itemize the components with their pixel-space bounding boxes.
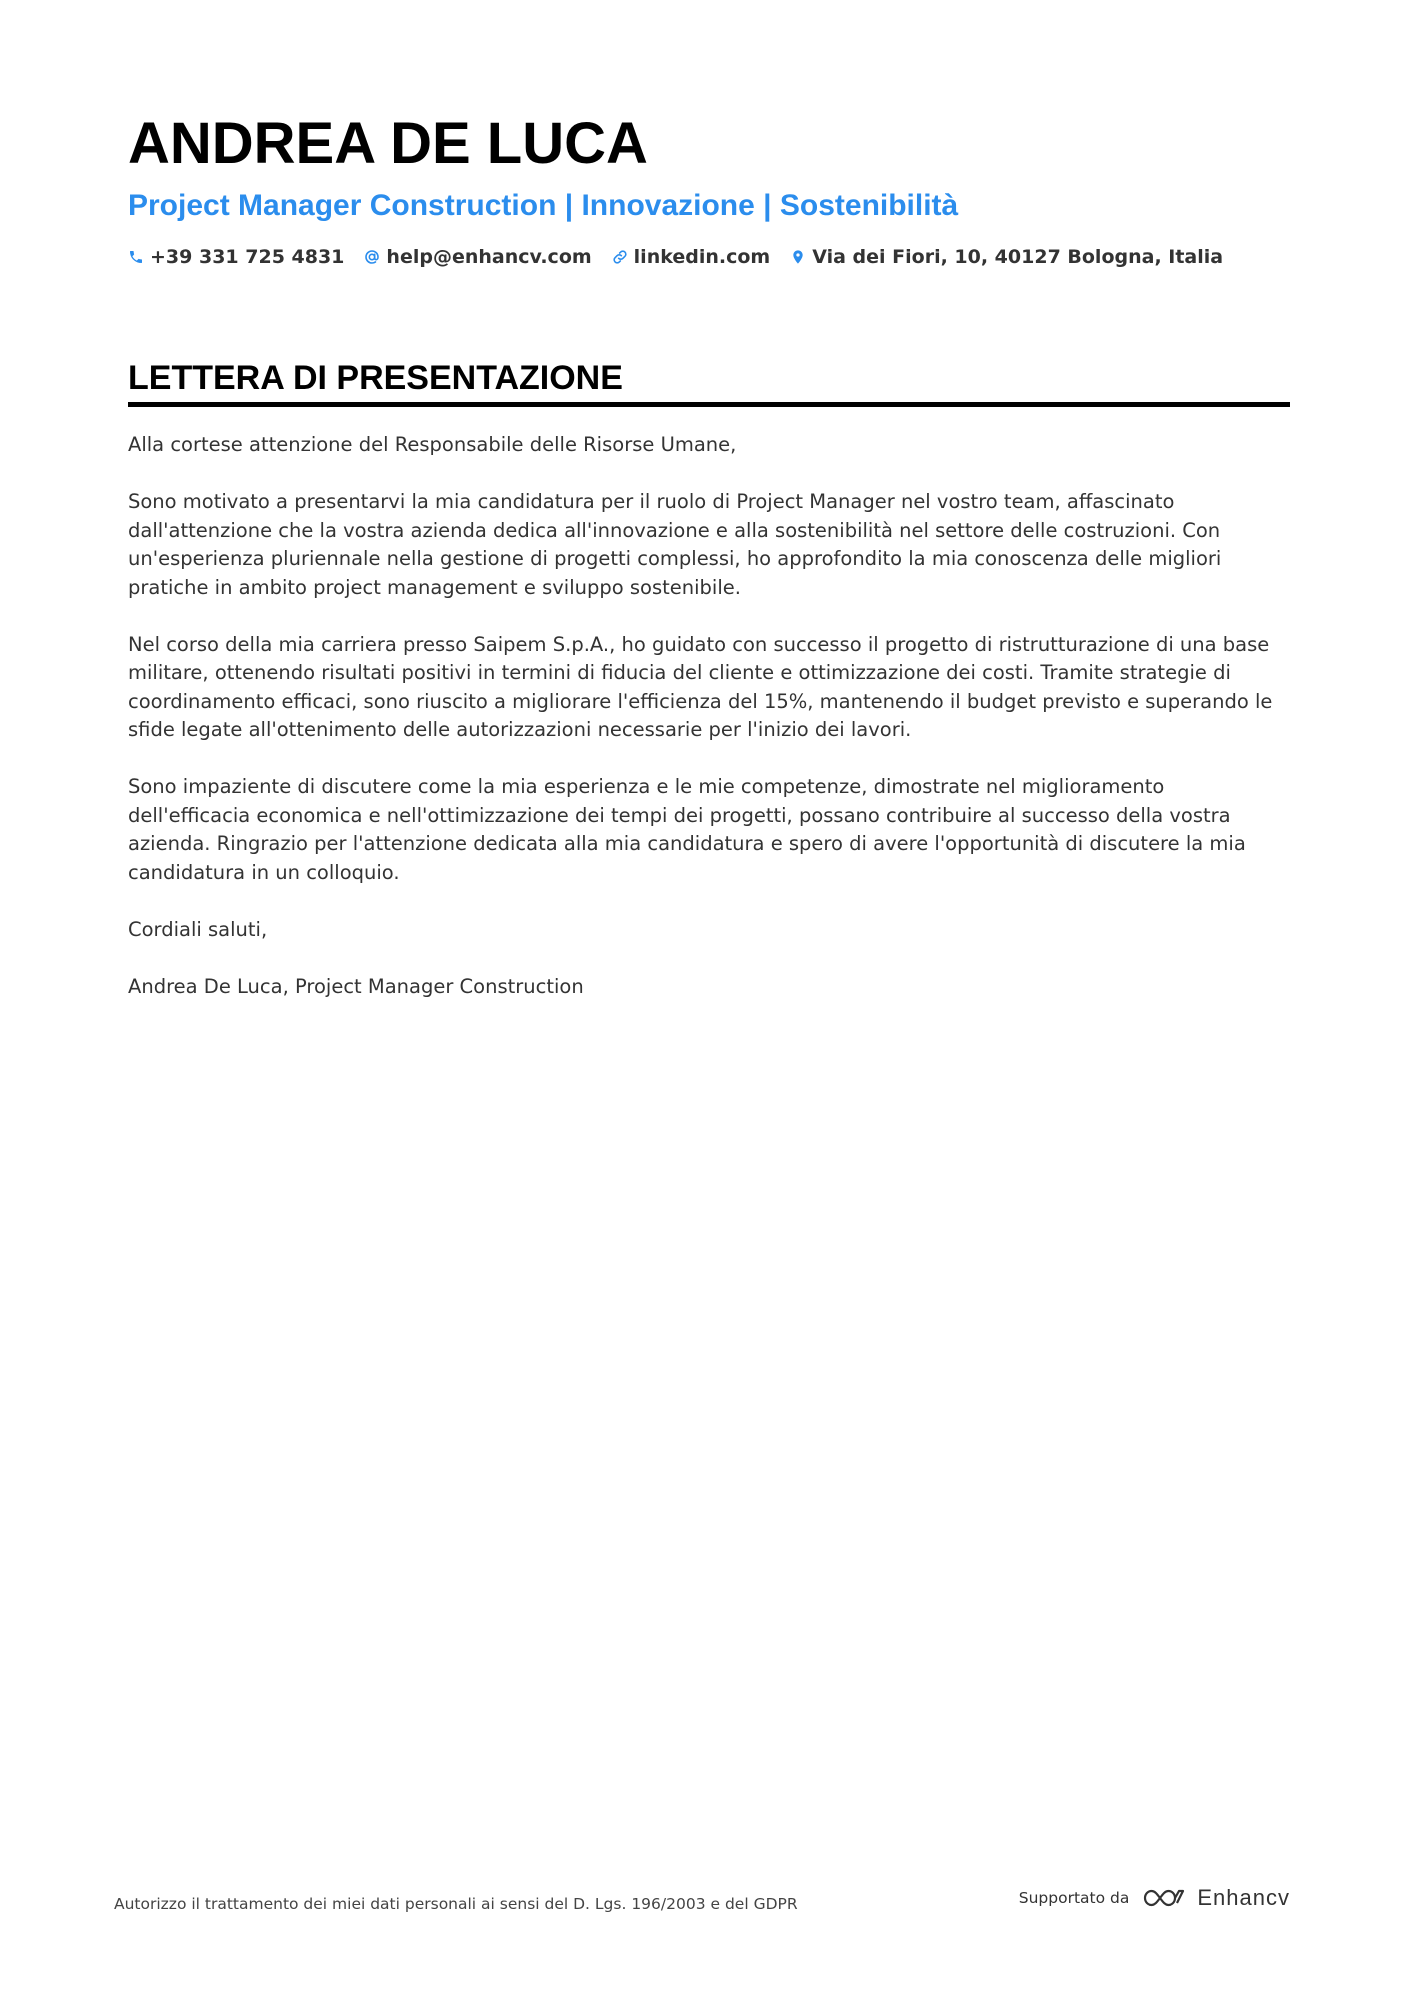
phone-icon <box>128 249 144 265</box>
letter-paragraph: Nel corso della mia carriera presso Saipem S.p.A., ho guidato con successo il progetto di ristrutturazione di una base militare, ottenendo risultati positivi in termini di fiducia del cliente e ottimizzazione dei costi. Tramite strategie di coordinamento efficaci, sono riuscito a migliorare l'efficienza del 15%, mantenendo il budget previsto e superando le sfide legate all'ottenimento delle autorizzazioni necessarie per l'inizio dei lavori. <box>128 632 1273 741</box>
at-icon <box>364 249 380 265</box>
contact-phone <box>128 246 344 268</box>
location-pin-icon <box>790 249 806 265</box>
cover-letter-page <box>128 110 1290 1030</box>
email-address[interactable]: help@enhancv.com <box>386 246 592 268</box>
letter-paragraph: Sono motivato a presentarvi la mia candidatura per il ruolo di Project Manager nel vostro team, affascinato dall'attenzione che la vostra azienda dedica all'innovazione e alla sostenibilità nel settore delle costruzioni. Con un'esperienza pluriennale nella gestione di progetti complessi, ho approfondito la mia conoscenza delle migliori pratiche in ambito project management e sviluppo sostenibile. <box>128 490 1222 599</box>
contact-bar <box>128 246 1290 268</box>
applicant-headline: Project Manager Construction | Innovazione | Sostenibilità <box>128 189 959 222</box>
enhancv-logo-icon <box>1141 1885 1187 1911</box>
letter-body <box>128 431 1290 1001</box>
powered-by-label: Supportato da <box>1018 1889 1130 1907</box>
enhancv-brand[interactable]: Enhancv <box>1197 1885 1290 1910</box>
letter-signature: Andrea De Luca, Project Manager Construction <box>128 974 584 998</box>
applicant-name: ANDREA DE LUCA <box>128 111 648 176</box>
contact-address <box>790 246 1223 268</box>
letter-closing: Cordiali saluti, <box>128 917 268 941</box>
section-title: LETTERA DI PRESENTAZIONE <box>128 358 1290 407</box>
linkedin-link[interactable]: linkedin.com <box>633 246 771 268</box>
contact-linkedin[interactable] <box>612 246 771 268</box>
privacy-consent: Autorizzo il trattamento dei miei dati personali ai sensi del D. Lgs. 196/2003 e del GDPR <box>114 1895 798 1913</box>
powered-by[interactable] <box>1019 1885 1290 1911</box>
postal-address: Via dei Fiori, 10, 40127 Bologna, Italia <box>812 246 1224 268</box>
letter-paragraph: Sono impaziente di discutere come la mia esperienza e le mie competenze, dimostrate nel miglioramento dell'efficacia economica e nell'ottimizzazione dei tempi dei progetti, possano contribuire al successo della vostra azienda. Ringrazio per l'attenzione dedicata alla mia candidatura e spero di avere l'opportunità di discutere la mia candidatura in un colloquio. <box>128 775 1246 884</box>
link-icon <box>612 249 628 265</box>
contact-email[interactable] <box>364 246 591 268</box>
letter-greeting: Alla cortese attenzione del Responsabile delle Risorse Umane, <box>128 433 737 456</box>
phone-number: +39 331 725 4831 <box>150 246 345 268</box>
